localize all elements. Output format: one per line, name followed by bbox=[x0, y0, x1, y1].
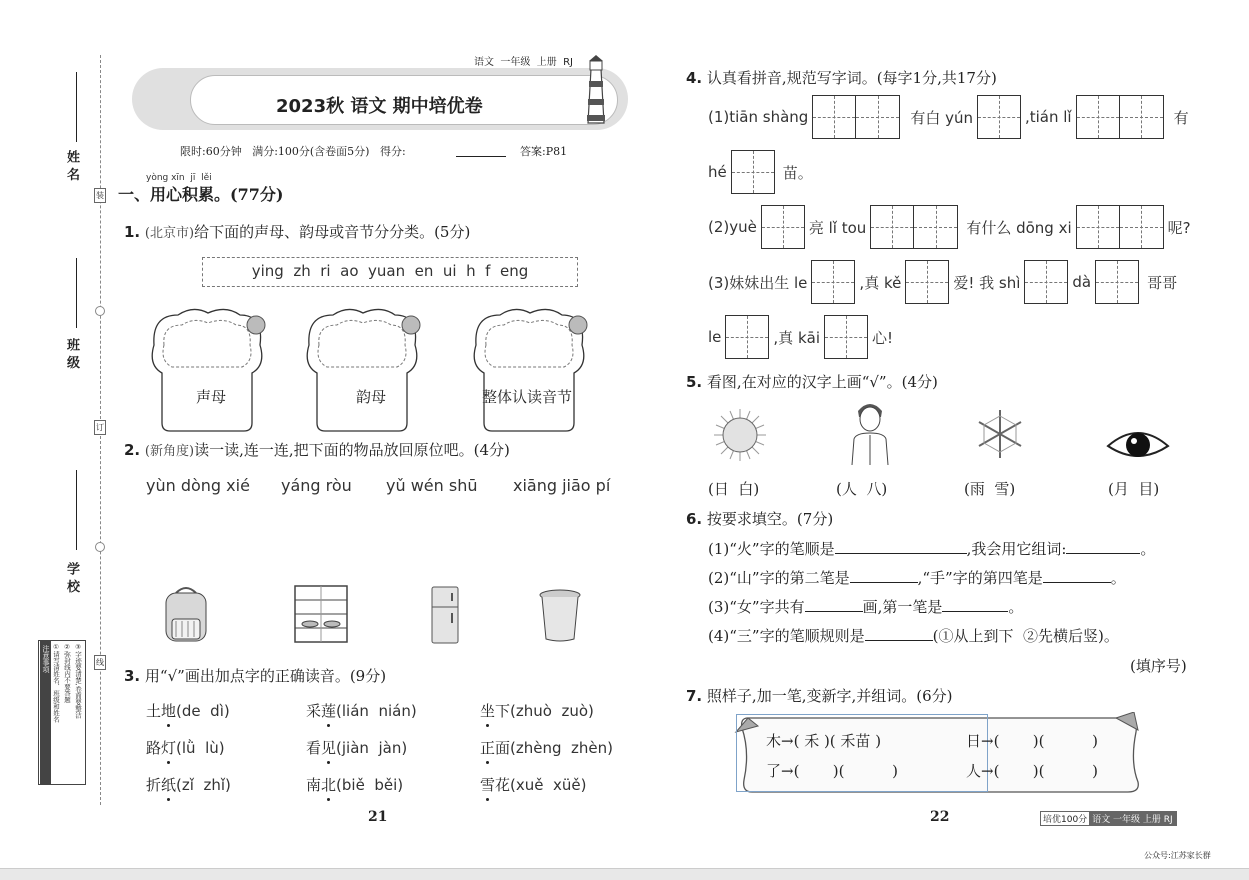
q6-l3b: 画,第一笔是 bbox=[862, 598, 943, 616]
write-grid-da[interactable] bbox=[1095, 260, 1139, 304]
eye-icon bbox=[1106, 426, 1170, 464]
q1-syllable-box: ying zh ri ao yuan en ui h f eng bbox=[202, 257, 578, 287]
q3-char-b: 见 bbox=[321, 739, 337, 757]
q3-char-a: 路 bbox=[146, 739, 162, 757]
q4-l3b: 亮 lǐ tou bbox=[808, 218, 867, 237]
q5-option-eye[interactable]: (月 目) bbox=[1108, 480, 1160, 498]
q3-char-a: 正 bbox=[480, 739, 496, 757]
q6-blank-2[interactable] bbox=[1066, 540, 1140, 554]
q4-l4a: (3)妹妹出生 le bbox=[708, 273, 808, 292]
q4-l4e: 哥哥 bbox=[1147, 273, 1178, 292]
q3-number: 3. bbox=[124, 667, 141, 685]
exam-meta: 限时:60分钟 满分:100分(含卷面5分) 得分: bbox=[180, 145, 406, 158]
cloud-shengmu-label: 声母 bbox=[196, 388, 227, 406]
q6-line-3 bbox=[708, 596, 1023, 617]
q5-text: 看图,在对应的汉字上画“√”。(4分) bbox=[706, 373, 938, 391]
q3-char-b: 面 bbox=[495, 739, 511, 757]
section-pinyin: yòng xīn jī lěi bbox=[146, 173, 212, 183]
q3-pinyin-choice[interactable]: (de dì) bbox=[176, 702, 230, 720]
q4-line-2 bbox=[708, 150, 813, 194]
q6-l2b: ,“手”字的第四笔是 bbox=[917, 569, 1043, 587]
q6-line-4 bbox=[708, 625, 1119, 646]
write-grid-he[interactable] bbox=[731, 150, 775, 194]
q3-char-b: 下 bbox=[495, 702, 511, 720]
q3-char-a: 雪 bbox=[480, 776, 496, 794]
trash-can-icon[interactable] bbox=[538, 587, 582, 643]
q1-number: 1. bbox=[124, 223, 141, 241]
q3-grid bbox=[146, 700, 646, 800]
shelf-icon[interactable] bbox=[292, 583, 350, 645]
q3-pinyin-choice[interactable]: (zhuò zuò) bbox=[510, 702, 594, 720]
wechat-account: 公众号:江苏家长群 bbox=[1144, 851, 1211, 860]
write-grid-shi[interactable] bbox=[1024, 260, 1068, 304]
bottom-bar bbox=[0, 868, 1249, 880]
backpack-icon[interactable] bbox=[160, 585, 212, 643]
notice-line-2: ②弥封线内不要答题 bbox=[63, 643, 71, 703]
q3-pinyin-choice[interactable]: (jiàn jàn) bbox=[336, 739, 408, 757]
score-blank[interactable] bbox=[456, 156, 506, 157]
q6-l3a: (3)“女”字共有 bbox=[708, 598, 805, 616]
school-label: 学 校 bbox=[64, 562, 79, 593]
q3-char-b: 莲 bbox=[321, 702, 337, 720]
notice-box bbox=[38, 640, 86, 785]
cloud-shengmu[interactable] bbox=[148, 305, 266, 435]
q4-l1c: ,tián lǐ bbox=[1024, 108, 1072, 126]
q4-l3c: 有什么 dōng xi bbox=[966, 218, 1072, 237]
class-label: 班 级 bbox=[64, 338, 79, 369]
q3-pinyin-choice[interactable]: (zǐ zhǐ) bbox=[176, 776, 231, 794]
q5-option-snow[interactable]: (雨 雪) bbox=[964, 480, 1016, 498]
section-title: 一、用心积累。(77分) bbox=[118, 185, 284, 204]
q4-prompt bbox=[686, 67, 997, 88]
q6-l2c: 。 bbox=[1110, 569, 1126, 587]
q5-prompt bbox=[686, 371, 938, 392]
q6-blank-3[interactable] bbox=[850, 569, 918, 583]
q4-l1a: (1)tiān shàng bbox=[708, 108, 809, 126]
q3-item[interactable] bbox=[480, 700, 594, 721]
q6-l3c: 。 bbox=[1008, 598, 1024, 616]
cloud-zhengti[interactable] bbox=[470, 305, 588, 435]
q4-l1b: 有白 yún bbox=[910, 108, 973, 127]
write-grid-yue[interactable] bbox=[761, 205, 805, 249]
q3-char-a: 南 bbox=[306, 776, 322, 794]
q4-l3d: 呢? bbox=[1167, 218, 1191, 237]
q6-l1c: 。 bbox=[1140, 540, 1156, 558]
q3-item[interactable] bbox=[146, 700, 230, 721]
seal-tab-1: 装 bbox=[94, 188, 106, 203]
q4-number: 4. bbox=[686, 69, 703, 87]
q1-tag: (北京市) bbox=[144, 226, 195, 241]
q2-word-2[interactable]: yáng ròu bbox=[281, 476, 352, 495]
q4-line-1 bbox=[708, 95, 1189, 139]
person-icon bbox=[848, 397, 892, 467]
q3-prompt bbox=[124, 665, 386, 686]
footer-badge-left: 培优100分 bbox=[1043, 815, 1088, 825]
q3-char-b: 灯 bbox=[161, 739, 177, 757]
write-grid-ke[interactable] bbox=[905, 260, 949, 304]
q3-pinyin-choice[interactable]: (biě běi) bbox=[336, 776, 404, 794]
write-grid-le2[interactable] bbox=[725, 315, 769, 359]
q7-row-2b[interactable]: 人→( )( ) bbox=[966, 762, 1099, 780]
q6-line-1 bbox=[708, 538, 1155, 559]
q3-pinyin-choice[interactable]: (lián nián) bbox=[336, 702, 417, 720]
q6-blank-7[interactable] bbox=[865, 627, 933, 641]
q4-line-5 bbox=[708, 315, 893, 359]
q4-line-3 bbox=[708, 205, 1191, 249]
q7-row-1b[interactable]: 日→( )( ) bbox=[966, 732, 1099, 750]
page-title: 2023秋 语文 期中培优卷 bbox=[276, 96, 483, 117]
q1-text: 给下面的声母、韵母或音节分分类。(5分) bbox=[194, 223, 471, 241]
q2-text: 读一读,连一连,把下面的物品放回原位吧。(4分) bbox=[194, 441, 510, 459]
q3-char-a: 看 bbox=[306, 739, 322, 757]
q6-blank-1[interactable] bbox=[835, 540, 967, 554]
seal-tab-3: 线 bbox=[94, 655, 106, 670]
q7-prompt bbox=[686, 685, 952, 706]
page-number-left: 21 bbox=[368, 809, 388, 825]
q4-l5c: 心! bbox=[872, 328, 894, 347]
q4-l4b: ,真 kě bbox=[859, 273, 902, 292]
q5-option-sun[interactable]: (日 白) bbox=[708, 480, 760, 498]
page-number-right: 22 bbox=[930, 809, 950, 825]
q2-prompt bbox=[124, 439, 510, 460]
q4-l5b: ,真 kāi bbox=[773, 328, 820, 347]
q3-char-a: 土 bbox=[146, 702, 162, 720]
q3-pinyin-choice[interactable]: (lǜ lù) bbox=[176, 739, 225, 757]
subject-line: 语文 一年级 上册 RJ bbox=[474, 57, 573, 68]
snowflake-icon bbox=[972, 406, 1028, 462]
q3-item[interactable] bbox=[306, 774, 403, 795]
q4-text: 认真看拼音,规范写字词。(每字1分,共17分) bbox=[706, 69, 997, 87]
notice-title: 注意事项 bbox=[40, 641, 51, 784]
cloud-yunmu-label: 韵母 bbox=[356, 388, 387, 406]
q3-pinyin-choice[interactable]: (xuě xüě) bbox=[510, 776, 587, 794]
lighthouse-icon bbox=[582, 55, 610, 125]
q3-item[interactable] bbox=[480, 737, 613, 758]
q6-l1b: ,我会用它组词: bbox=[966, 540, 1067, 558]
q3-item[interactable] bbox=[146, 737, 225, 758]
q6-l1a: (1)“火”字的笔顺是 bbox=[708, 540, 835, 558]
q3-item[interactable] bbox=[146, 774, 231, 795]
q7-row-1a: 木→( 禾 )( 禾苗 ) bbox=[766, 732, 882, 750]
q3-item[interactable] bbox=[306, 700, 417, 721]
class-line[interactable] bbox=[76, 258, 77, 328]
q6-l2a: (2)“山”字的第二笔是 bbox=[708, 569, 850, 587]
q3-item[interactable] bbox=[480, 774, 587, 795]
q4-l3a: (2)yuè bbox=[708, 218, 757, 236]
footer-badge bbox=[1040, 811, 1177, 826]
q3-char-b: 地 bbox=[161, 702, 177, 720]
seal-circle-2 bbox=[95, 542, 105, 552]
q1-prompt bbox=[124, 221, 470, 242]
q3-pinyin-choice[interactable]: (zhèng zhèn) bbox=[510, 739, 614, 757]
q6-blank-5[interactable] bbox=[805, 598, 863, 612]
q3-char-a: 坐 bbox=[480, 702, 496, 720]
write-grid-yun[interactable] bbox=[977, 95, 1021, 139]
q2-number: 2. bbox=[124, 441, 141, 459]
cloud-yunmu[interactable] bbox=[303, 305, 421, 435]
q6-line-2 bbox=[708, 567, 1126, 588]
sun-icon bbox=[712, 407, 768, 463]
q7-text: 照样子,加一笔,变新字,并组词。(6分) bbox=[706, 687, 953, 705]
q3-char-a: 采 bbox=[306, 702, 322, 720]
q3-char-a: 折 bbox=[146, 776, 162, 794]
q2-word-4[interactable]: xiāng jiāo pí bbox=[513, 476, 611, 495]
q7-row-2a[interactable]: 了→( )( ) bbox=[766, 762, 899, 780]
write-grid-le1[interactable] bbox=[811, 260, 855, 304]
q4-line-4 bbox=[708, 260, 1177, 304]
cloud-zhengti-label: 整体认读音节 bbox=[482, 388, 573, 406]
q6-text: 按要求填空。(7分) bbox=[706, 510, 834, 528]
write-grid-tianshang[interactable] bbox=[812, 95, 900, 139]
footer-badge-right: 语文 一年级 上册 RJ bbox=[1089, 812, 1176, 825]
q6-blank-6[interactable] bbox=[942, 598, 1008, 612]
q3-char-b: 花 bbox=[495, 776, 511, 794]
q6-prompt bbox=[686, 508, 833, 529]
q4-l2b: 苗。 bbox=[782, 163, 813, 182]
q3-item[interactable] bbox=[306, 737, 407, 758]
q6-l4a: (4)“三”字的笔顺规则是 bbox=[708, 627, 865, 645]
seal-tab-2: 订 bbox=[94, 420, 106, 435]
write-grid-dongxi[interactable] bbox=[1076, 205, 1164, 249]
write-grid-tianli[interactable] bbox=[1076, 95, 1164, 139]
q4-l1d: 有 bbox=[1173, 108, 1189, 127]
q5-number: 5. bbox=[686, 373, 703, 391]
q3-char-b: 纸 bbox=[161, 776, 177, 794]
q5-option-person[interactable]: (人 八) bbox=[836, 480, 888, 498]
answer-ref: 答案:P81 bbox=[520, 145, 568, 158]
fridge-icon[interactable] bbox=[430, 585, 460, 645]
name-label: 姓 名 bbox=[64, 150, 79, 181]
q2-word-3[interactable]: yǔ wén shū bbox=[386, 476, 478, 495]
name-line[interactable] bbox=[76, 72, 77, 142]
q2-word-1[interactable]: yùn dòng xié bbox=[146, 476, 250, 495]
write-grid-kai[interactable] bbox=[824, 315, 868, 359]
q4-l4c: 爱! 我 shì bbox=[953, 273, 1021, 292]
q4-l2a: hé bbox=[708, 163, 727, 181]
q6-blank-4[interactable] bbox=[1043, 569, 1111, 583]
write-grid-litou[interactable] bbox=[870, 205, 958, 249]
q2-tag: (新角度) bbox=[144, 444, 195, 459]
q3-text: 用“√”画出加点字的正确读音。(9分) bbox=[144, 667, 387, 685]
q6-line-5: (填序号) bbox=[1130, 657, 1187, 675]
q6-number: 6. bbox=[686, 510, 703, 528]
q4-l4d: dà bbox=[1072, 273, 1092, 291]
notice-line-3: ③字迹要清楚,卷面要整洁 bbox=[74, 643, 82, 719]
q4-l5a: le bbox=[708, 328, 722, 346]
seal-circle-1 bbox=[95, 306, 105, 316]
q6-l4b: (①从上到下 ②先横后竖)。 bbox=[932, 627, 1119, 645]
q7-number: 7. bbox=[686, 687, 703, 705]
notice-line-1: ①请写清姓名、班级和姓名 bbox=[52, 643, 60, 723]
q3-char-b: 北 bbox=[321, 776, 337, 794]
school-line[interactable] bbox=[76, 470, 77, 550]
